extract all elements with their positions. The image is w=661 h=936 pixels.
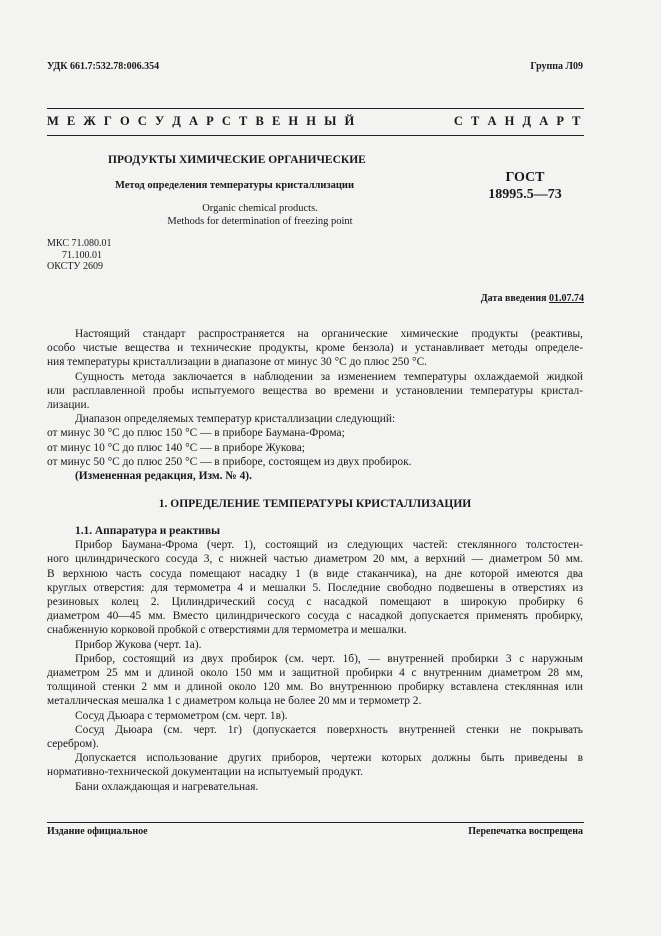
section-heading: 1. ОПРЕДЕЛЕНИЕ ТЕМПЕРАТУРЫ КРИСТАЛЛИЗАЦИИ bbox=[158, 498, 472, 510]
text-line: диаметром 25 мм и длиной около 150 мм и защитной пробирки 4 с внутренним диаметром 28 мм, bbox=[47, 667, 583, 680]
footer-rule bbox=[47, 822, 584, 823]
banner-standard: С Т А Н Д А Р Т bbox=[453, 114, 583, 128]
text-line: Диапазон определяемых температур кристаллизации следующий: bbox=[75, 413, 396, 426]
text-line: толщиной стенки 2 мм и длиной около 120 мм. Во внутреннюю пробирку вставлена стеклянная или bbox=[47, 681, 583, 694]
banner-bottom-rule bbox=[47, 135, 584, 136]
mks-code-2: 71.100.01 bbox=[62, 250, 102, 261]
text-line: от минус 10 °С до плюс 140 °С — в приборе Жукова; bbox=[47, 441, 305, 454]
text-line: ного цилиндрического сосуда 3, с нижней частью диаметром 20 мм, а верхний — диаметром 50 мм. bbox=[47, 553, 583, 566]
text-line: лизации. bbox=[47, 399, 90, 412]
text-line: ния температуры кристаллизации в диапазоне от минус 30 °С до плюс 250 °С. bbox=[47, 356, 428, 369]
text-line: особо чистые вещества и технические продукты, кроме бензола) и устанавливает методы определе- bbox=[47, 342, 583, 355]
text-line: или расплавленной пробы испытуемого вещества во времени и установлении температуры кристал- bbox=[47, 384, 583, 397]
intro-text bbox=[47, 327, 583, 483]
text-line: Бани охлаждающая и нагревательная. bbox=[75, 780, 259, 793]
text-line: Сосуд Дьюара (см. черт. 1г) (допускается поверхность внутренней стенки не покрывать bbox=[75, 723, 583, 736]
text-line: нормативно-технической документации на испытуемый продукт. bbox=[47, 766, 363, 779]
title-en-line2: Methods for determination of freezing point bbox=[167, 216, 353, 227]
text-line: резиновых колец 2. Цилиндрический сосуд с насадкой помещают в широкую пробирку 6 bbox=[47, 596, 583, 609]
intro-date bbox=[481, 293, 584, 304]
intro-date-label: Дата введения bbox=[480, 293, 547, 304]
text-line: Прибор Жукова (черт. 1а). bbox=[75, 638, 202, 651]
amendment-note: (Измененная редакция, Изм. № 4). bbox=[75, 470, 252, 483]
text-line: диаметром 40—45 мм. Вместо цилиндрического сосуда с насадкой допускается применять пробирку, bbox=[47, 610, 583, 623]
title-en-line1: Organic chemical products. bbox=[202, 203, 318, 214]
text-line: Сосуд Дьюара с термометром (см. черт. 1в). bbox=[75, 709, 288, 722]
intro-date-value: 01.07.74 bbox=[549, 293, 584, 304]
subsection-heading: 1.1. Аппаратура и реактивы bbox=[75, 525, 220, 537]
footer-official-edition: Издание официальное bbox=[47, 826, 148, 837]
gost-number: 18995.5—73 bbox=[488, 187, 562, 202]
text-line: Сущность метода заключается в наблюдении за изменением температуры охлаждаемой жидкой bbox=[75, 370, 583, 383]
text-line: круглых отверстия: для термометра 4 и мешалки 5. Последние свободно подвешены в отверстиях из bbox=[47, 581, 583, 594]
text-line: В верхнюю часть сосуда помещают насадку 1 (в виде стаканчика), на дне которой имеются два bbox=[47, 567, 583, 580]
text-line: Допускается использование других приборов, чертежи которых должны быть приведены в bbox=[75, 752, 583, 765]
title-sub: Метод определения температуры кристаллизации bbox=[115, 180, 355, 191]
text-line: Прибор, состоящий из двух пробирок (см. черт. 1б), — внутренней пробирки 3 с наружным bbox=[75, 652, 583, 665]
mks-code-1: МКС 71.080.01 bbox=[47, 238, 112, 249]
udk-code: УДК 661.7:532.78:006.354 bbox=[47, 61, 160, 72]
text-line: от минус 30 °С до плюс 150 °С — в приборе Баумана-Фрома; bbox=[47, 427, 345, 440]
text-line: снабженную корковой пробкой с отверстиями для термометра и мешалки. bbox=[47, 624, 407, 637]
title-main: ПРОДУКТЫ ХИМИЧЕСКИЕ ОРГАНИЧЕСКИЕ bbox=[108, 154, 366, 166]
text-line: серебром). bbox=[47, 738, 99, 751]
okstu-code: ОКСТУ 2609 bbox=[47, 261, 104, 272]
banner-top-rule bbox=[47, 108, 584, 109]
text-line: Настоящий стандарт распространяется на органические химические продукты (реактивы, bbox=[75, 328, 583, 340]
text-line: Прибор Баумана-Фрома (черт. 1), состоящий из следующих частей: стеклянного толстостен- bbox=[75, 539, 583, 552]
banner-interstate: М Е Ж Г О С У Д А Р С Т В Е Н Н Ы Й bbox=[47, 114, 357, 128]
text-line: металлическая мешалка 1 с диаметром кольца не более 20 мм и термометр 2. bbox=[47, 695, 422, 708]
footer-reprint-prohibited: Перепечатка воспрещена bbox=[468, 826, 583, 837]
section-1-1-text bbox=[47, 524, 583, 794]
gost-label: ГОСТ bbox=[505, 170, 545, 185]
text-line: от минус 50 °С до плюс 250 °С — в приборе, состоящем из двух пробирок. bbox=[47, 455, 412, 468]
group-code: Группа Л09 bbox=[530, 61, 583, 72]
